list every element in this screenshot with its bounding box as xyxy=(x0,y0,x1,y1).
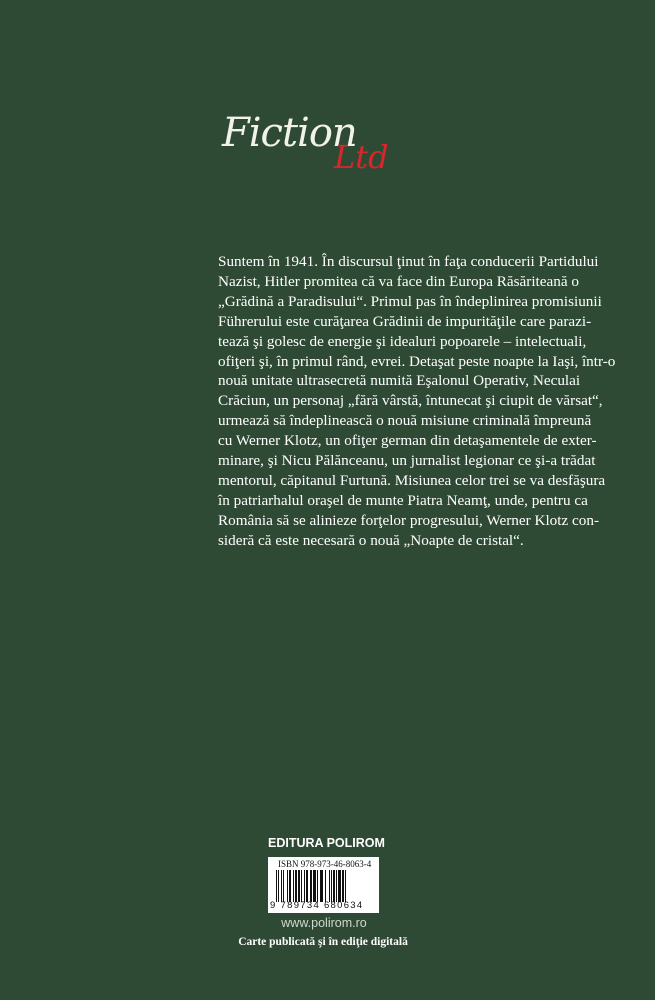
blurb-line: România să se alinieze forţelor progresului, Werner Klotz con- xyxy=(218,511,599,529)
barcode-gap xyxy=(345,870,346,902)
blurb-line: Nazist, Hitler promitea că va face din Europa Răsăriteană o xyxy=(218,272,579,290)
blurb-line: minare, şi Nicu Pălănceanu, un jurnalist legionar ce şi-a trădat xyxy=(218,452,596,470)
logo-fiction: Fiction xyxy=(222,110,357,156)
blurb-line: nouă unitate ultrasecretă numită Eşalonul Operativ, Neculai xyxy=(218,372,581,390)
blurb-line: mentorul, căpitanul Furtună. Misiunea celor trei se va desfăşura xyxy=(218,471,606,489)
blurb-line: cu Werner Klotz, un ofiţer german din detaşamentele de exter- xyxy=(218,432,597,450)
blurb-line: urmează să îndeplinească o nouă misiune criminală împreună xyxy=(218,412,592,430)
blurb-line: în patriarhalul oraşel de munte Piatra Neamţ, unde, pentru ca xyxy=(218,491,588,509)
blurb-line: Suntem în 1941. În discursul ţinut în faţa conducerii Partidului xyxy=(218,253,599,270)
ean-digits: 9 789734 680634 xyxy=(270,900,364,911)
book-blurb xyxy=(218,252,616,551)
blurb-line: ofiţeri şi, în primul rând, evrei. Detaşat peste noapte la Iaşi, într-o xyxy=(218,352,616,370)
publisher-name: EDITURA POLIROM xyxy=(268,836,385,850)
digital-edition-note: Carte publicată şi în ediţie digitală xyxy=(238,936,408,948)
logo-ltd: Ltd xyxy=(334,138,389,176)
blurb-line: „Grădină a Paradisului“. Primul pas în îndeplinirea promisiunii xyxy=(218,292,602,310)
blurb-line: Crăciun, un personaj „fără vârstă, întunecat şi ciupit de vărsat“, xyxy=(218,392,603,410)
isbn-barcode xyxy=(268,857,379,913)
publisher-website: www.polirom.ro xyxy=(281,916,367,930)
blurb-line: tează şi golesc de energie şi idealuri popoarele – intelectuali, xyxy=(218,332,587,350)
blurb-line: Führerului este curăţarea Grădinii de impurităţile care parazi- xyxy=(218,312,592,330)
blurb-line: sideră că este necesară o nouă „Noapte de cristal“. xyxy=(218,531,524,549)
barcode-bars xyxy=(276,870,372,902)
isbn-number: ISBN 978-973-46-8063-4 xyxy=(278,859,372,869)
fiction-ltd-logo xyxy=(222,110,422,190)
